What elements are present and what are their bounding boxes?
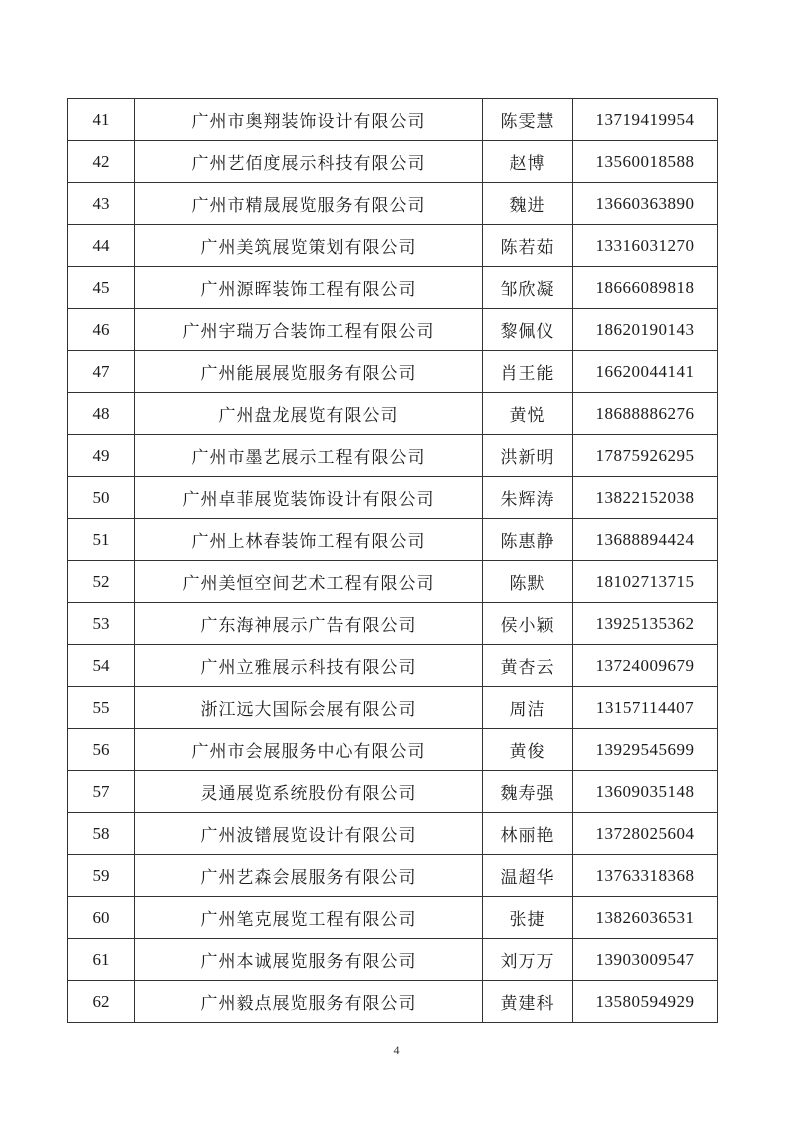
company-name: 灵通展览系统股份有限公司: [135, 771, 483, 813]
contact-name: 黄悦: [483, 393, 573, 435]
table-row: [68, 771, 718, 813]
phone-number: 17875926295: [573, 435, 718, 477]
phone-number: 16620044141: [573, 351, 718, 393]
contact-name: 侯小颖: [483, 603, 573, 645]
table-row: [68, 603, 718, 645]
row-index: 44: [68, 225, 135, 267]
contact-name: 陈若茹: [483, 225, 573, 267]
row-index: 56: [68, 729, 135, 771]
company-name: 广州艺佰度展示科技有限公司: [135, 141, 483, 183]
table-row: [68, 393, 718, 435]
contact-name: 魏进: [483, 183, 573, 225]
table-row: [68, 519, 718, 561]
row-index: 51: [68, 519, 135, 561]
phone-number: 13609035148: [573, 771, 718, 813]
table-row: [68, 645, 718, 687]
phone-number: 13157114407: [573, 687, 718, 729]
table-row: [68, 981, 718, 1023]
table-row: [68, 309, 718, 351]
company-name: 广州毅点展览服务有限公司: [135, 981, 483, 1023]
table-row: [68, 477, 718, 519]
company-contact-table: [67, 98, 718, 1023]
table-row: [68, 813, 718, 855]
contact-name: 陈雯慧: [483, 99, 573, 141]
row-index: 54: [68, 645, 135, 687]
company-name: 广州市精晟展览服务有限公司: [135, 183, 483, 225]
contact-name: 魏寿强: [483, 771, 573, 813]
table-row: [68, 729, 718, 771]
row-index: 52: [68, 561, 135, 603]
contact-name: 温超华: [483, 855, 573, 897]
phone-number: 13826036531: [573, 897, 718, 939]
contact-name: 张捷: [483, 897, 573, 939]
row-index: 49: [68, 435, 135, 477]
phone-number: 13903009547: [573, 939, 718, 981]
table-row: [68, 561, 718, 603]
contact-name: 陈默: [483, 561, 573, 603]
contact-name: 林丽艳: [483, 813, 573, 855]
row-index: 60: [68, 897, 135, 939]
row-index: 55: [68, 687, 135, 729]
row-index: 46: [68, 309, 135, 351]
contact-name: 刘万万: [483, 939, 573, 981]
row-index: 61: [68, 939, 135, 981]
company-name: 广州宇瑞万合装饰工程有限公司: [135, 309, 483, 351]
company-name: 广州笔克展览工程有限公司: [135, 897, 483, 939]
page-number: 4: [393, 1043, 400, 1057]
contact-name: 周洁: [483, 687, 573, 729]
phone-number: 13925135362: [573, 603, 718, 645]
company-name: 广州源晖装饰工程有限公司: [135, 267, 483, 309]
row-index: 53: [68, 603, 135, 645]
row-index: 57: [68, 771, 135, 813]
row-index: 47: [68, 351, 135, 393]
phone-number: 13728025604: [573, 813, 718, 855]
company-name: 广州市会展服务中心有限公司: [135, 729, 483, 771]
company-name: 广州立雅展示科技有限公司: [135, 645, 483, 687]
phone-number: 18666089818: [573, 267, 718, 309]
contact-name: 陈惠静: [483, 519, 573, 561]
row-index: 45: [68, 267, 135, 309]
row-index: 58: [68, 813, 135, 855]
table-row: [68, 435, 718, 477]
contact-name: 黄建科: [483, 981, 573, 1023]
table-row: [68, 225, 718, 267]
company-name: 广州美筑展览策划有限公司: [135, 225, 483, 267]
phone-number: 18620190143: [573, 309, 718, 351]
table-row: [68, 939, 718, 981]
company-name: 广州波镨展览设计有限公司: [135, 813, 483, 855]
row-index: 59: [68, 855, 135, 897]
row-index: 50: [68, 477, 135, 519]
table-row: [68, 183, 718, 225]
company-name: 广州上林春装饰工程有限公司: [135, 519, 483, 561]
row-index: 48: [68, 393, 135, 435]
phone-number: 18688886276: [573, 393, 718, 435]
row-index: 41: [68, 99, 135, 141]
contact-name: 朱辉涛: [483, 477, 573, 519]
phone-number: 13660363890: [573, 183, 718, 225]
row-index: 42: [68, 141, 135, 183]
company-name: 广州本诚展览服务有限公司: [135, 939, 483, 981]
contact-name: 洪新明: [483, 435, 573, 477]
contact-name: 赵博: [483, 141, 573, 183]
phone-number: 13580594929: [573, 981, 718, 1023]
company-name: 广州能展展览服务有限公司: [135, 351, 483, 393]
table-row: [68, 267, 718, 309]
table-row: [68, 897, 718, 939]
company-name: 浙江远大国际会展有限公司: [135, 687, 483, 729]
contact-name: 邹欣凝: [483, 267, 573, 309]
phone-number: 13688894424: [573, 519, 718, 561]
table-body: [68, 99, 718, 1023]
table-row: [68, 687, 718, 729]
contact-name: 黄杏云: [483, 645, 573, 687]
phone-number: 13719419954: [573, 99, 718, 141]
company-name: 广州市墨艺展示工程有限公司: [135, 435, 483, 477]
company-name: 广州艺森会展服务有限公司: [135, 855, 483, 897]
contact-name: 黎佩仪: [483, 309, 573, 351]
phone-number: 13724009679: [573, 645, 718, 687]
company-name: 广州美恒空间艺术工程有限公司: [135, 561, 483, 603]
company-name: 广东海神展示广告有限公司: [135, 603, 483, 645]
company-name: 广州卓菲展览装饰设计有限公司: [135, 477, 483, 519]
phone-number: 13763318368: [573, 855, 718, 897]
phone-number: 13929545699: [573, 729, 718, 771]
phone-number: 13316031270: [573, 225, 718, 267]
phone-number: 13822152038: [573, 477, 718, 519]
contact-name: 肖王能: [483, 351, 573, 393]
company-name: 广州盘龙展览有限公司: [135, 393, 483, 435]
company-name: 广州市奥翔装饰设计有限公司: [135, 99, 483, 141]
table-row: [68, 99, 718, 141]
row-index: 62: [68, 981, 135, 1023]
table-row: [68, 351, 718, 393]
phone-number: 13560018588: [573, 141, 718, 183]
phone-number: 18102713715: [573, 561, 718, 603]
table-row: [68, 141, 718, 183]
row-index: 43: [68, 183, 135, 225]
table-row: [68, 855, 718, 897]
contact-name: 黄俊: [483, 729, 573, 771]
